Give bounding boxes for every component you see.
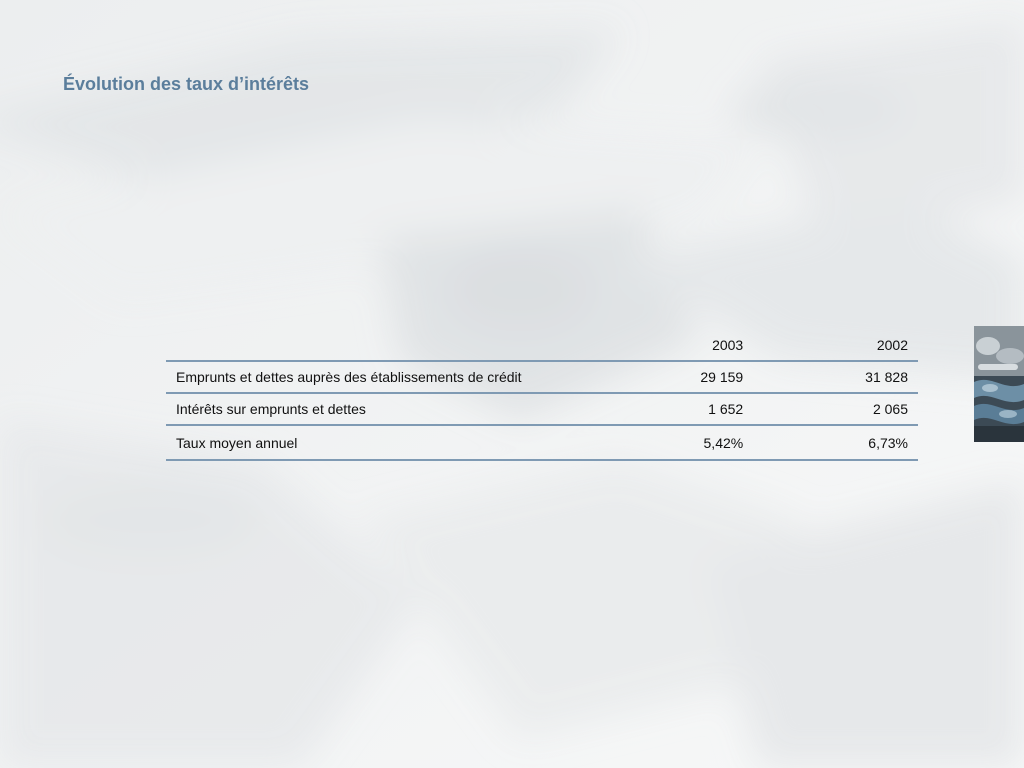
row-label: Emprunts et dettes auprès des établissements de crédit — [166, 361, 669, 393]
row-label: Taux moyen annuel — [166, 425, 669, 460]
cell-2002: 2 065 — [743, 393, 918, 425]
slide-title: Évolution des taux d’intérêts — [63, 74, 310, 94]
header-empty — [166, 330, 669, 361]
cell-2002: 6,73% — [743, 425, 918, 460]
table-row — [166, 425, 918, 460]
table-header-row — [166, 330, 918, 361]
interest-rate-table — [166, 330, 918, 461]
table-row — [166, 361, 918, 393]
engine-thumbnail-image — [974, 326, 1024, 442]
table-row — [166, 393, 918, 425]
cell-2003: 29 159 — [669, 361, 743, 393]
header-year-2002: 2002 — [876, 337, 908, 353]
header-year-2003: 2003 — [712, 337, 744, 353]
cell-2003: 1 652 — [669, 393, 743, 425]
cell-2002: 31 828 — [743, 361, 918, 393]
row-label: Intérêts sur emprunts et dettes — [166, 393, 669, 425]
cell-2003: 5,42% — [669, 425, 743, 460]
